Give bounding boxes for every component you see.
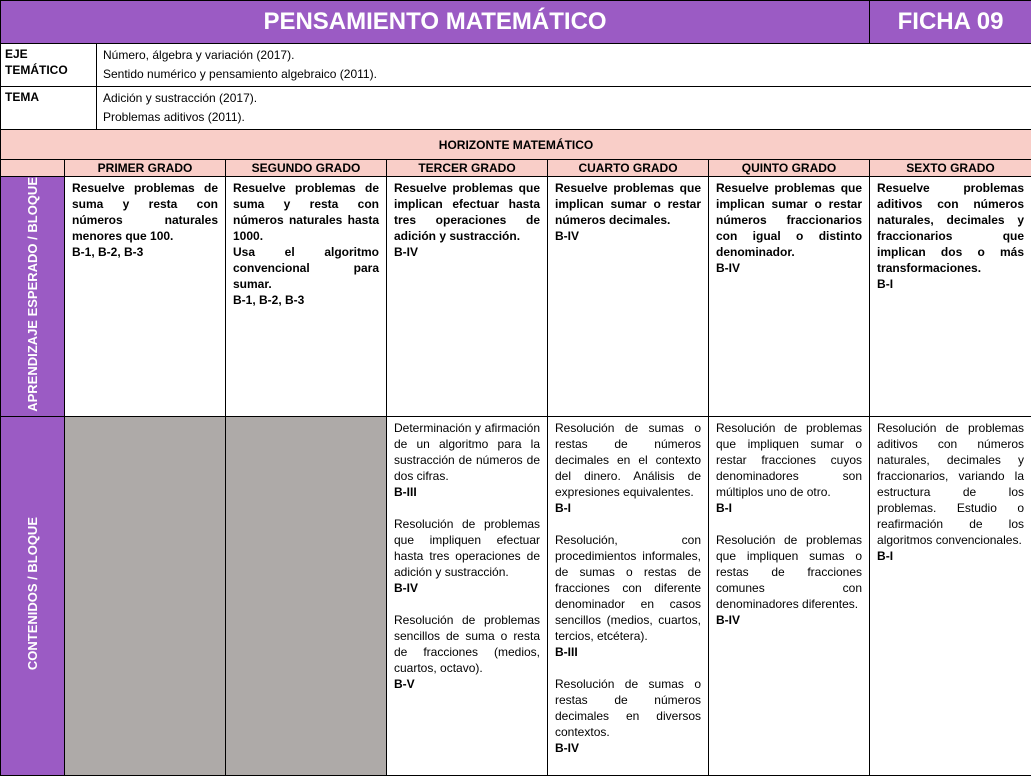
grade-header: TERCER GRADO (387, 160, 548, 177)
grade-header: PRIMER GRADO (65, 160, 226, 177)
eje-label: EJE TEMÁTICO (1, 44, 97, 87)
tema-value (97, 87, 1031, 130)
eje-line: Número, álgebra y variación (2017). (103, 46, 1025, 65)
contenidos-row-label: CONTENIDOS / BLOQUE (1, 416, 65, 775)
horizonte-heading: HORIZONTE MATEMÁTICO (1, 130, 1031, 160)
grade-header: SEGUNDO GRADO (226, 160, 387, 177)
contenido-item: Determinación y afirmación de un algoritmo para la sustracción de números de dos cifras. B-III (394, 420, 540, 500)
tema-label: TEMA (1, 87, 97, 130)
contenido-cell (548, 416, 709, 775)
eje-line: Sentido numérico y pensamiento algebraico (2011). (103, 65, 1025, 84)
contenido-item: Resolución de problemas aditivos con números naturales, decimales y fraccionarios, variando la estructura de los problemas. Estudio o reafirmación de los algoritmos convencionales. B-I (877, 420, 1024, 564)
tema-line: Problemas aditivos (2011). (103, 108, 1025, 127)
contenido-item: Resolución de sumas o restas de números decimales en el contexto del dinero. Análisis de expresiones equivalentes. B-I (555, 420, 701, 516)
eje-value (97, 44, 1031, 87)
contenido-cell (387, 416, 548, 775)
grade-header: QUINTO GRADO (709, 160, 870, 177)
ficha-number: FICHA 09 (870, 1, 1031, 44)
tema-line: Adición y sustracción (2017). (103, 89, 1025, 108)
aprendizaje-cell: Resuelve problemas de suma y resta con números naturales menores que 100. B-1, B-2, B-3 (65, 177, 226, 417)
grade-header: SEXTO GRADO (870, 160, 1031, 177)
contenido-item: Resolución de problemas que impliquen sumas o restas de fracciones comunes con denominadores diferentes. B-IV (716, 532, 862, 628)
contenido-item: Resolución de sumas o restas de números decimales en diversos contextos. B-IV (555, 676, 701, 756)
aprendizaje-cell: Resuelve problemas que implican sumar o restar números decimales. B-IV (548, 177, 709, 417)
contenido-item: Resolución de problemas que impliquen efectuar hasta tres operaciones de adición y sustracción. B-IV (394, 516, 540, 596)
aprendizaje-row-label: APRENDIZAJE ESPERADO / BLOQUE (1, 177, 65, 417)
contenido-cell (870, 416, 1031, 775)
contenido-cell (709, 416, 870, 775)
contenido-item: Resolución de problemas sencillos de suma o resta de fracciones (medios, cuartos, octavo). B-V (394, 612, 540, 692)
page-title: PENSAMIENTO MATEMÁTICO (1, 1, 870, 44)
contenido-cell-empty (226, 416, 387, 775)
aprendizaje-cell: Resuelve problemas aditivos con números naturales, decimales y fraccionarios que implican dos o más transformaciones. B-I (870, 177, 1031, 417)
grade-header: CUARTO GRADO (548, 160, 709, 177)
aprendizaje-cell: Resuelve problemas que implican sumar o restar números fraccionarios con igual o distinto denominador. B-IV (709, 177, 870, 417)
contenido-cell-empty (65, 416, 226, 775)
corner-cell (1, 160, 65, 177)
aprendizaje-cell: Resuelve problemas que implican efectuar hasta tres operaciones de adición y sustracción. B-IV (387, 177, 548, 417)
contenido-item: Resolución, con procedimientos informales, de sumas o restas de fracciones con diferente denominador en casos sencillos (medios, cuartos, tercios, etcétera). B-III (555, 532, 701, 660)
contenido-item: Resolución de problemas que impliquen sumar o restar fracciones cuyos denominadores son múltiplos uno de otro. B-I (716, 420, 862, 516)
aprendizaje-cell: Resuelve problemas de suma y resta con números naturales hasta 1000. Usa el algoritmo convencional para sumar. B-1, B-2, B-3 (226, 177, 387, 417)
